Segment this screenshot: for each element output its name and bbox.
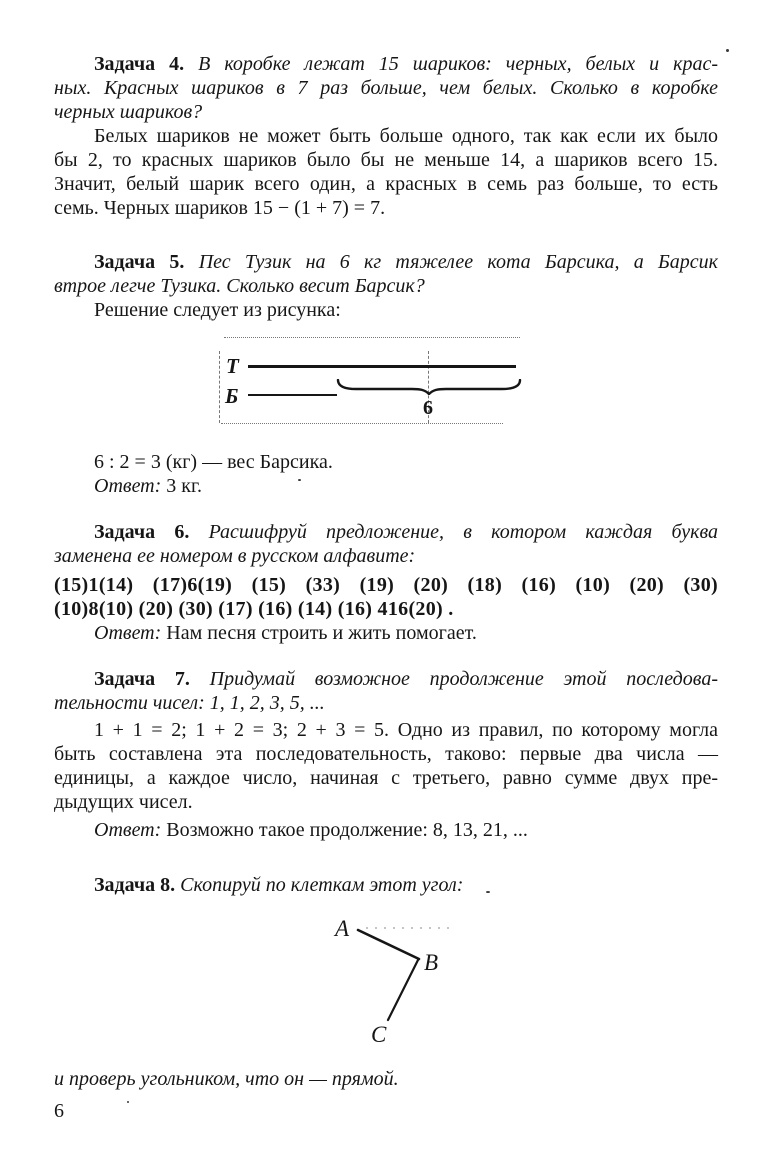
- problem-5: [54, 250, 718, 322]
- problem-4-solution-line: бы 2, то красных шариков было бы не меньше 14, а шариков всего 15.: [54, 149, 718, 171]
- angle-side-bc: [388, 960, 418, 1020]
- problem-4-solution-line: Белых шариков не может быть больше одного, так как если их было: [94, 125, 718, 147]
- problem-7-answer-block: [54, 818, 718, 842]
- problem-7-solution-line: 1 + 1 = 2; 1 + 2 = 3; 2 + 3 = 5. Одно из правил, по которому могла: [94, 719, 718, 741]
- problem-6-answer-block: [54, 621, 718, 645]
- problem-7-statement: [54, 691, 718, 715]
- problem-6-cipher: [54, 573, 718, 621]
- problem-7-statement-start: Придумай возможное продолжение этой последова-: [209, 668, 719, 690]
- problem-7-answer-label: Ответ:: [94, 819, 162, 841]
- problem-7-heading-line: [54, 667, 718, 691]
- problem-5-solution-result: 6 : 2 = 3 (кг) — вес Барсика.: [94, 451, 333, 473]
- difference-value: 6: [423, 397, 433, 419]
- problem-8-heading-line: [54, 873, 718, 897]
- problem-7-answer: [54, 818, 718, 842]
- problem-6-label: Задача 6.: [94, 521, 190, 543]
- problem-8: [54, 873, 718, 897]
- tuzik-label: Т: [226, 354, 239, 378]
- grid-dotted-line-bottom: [221, 423, 503, 424]
- angle-point-a-label: A: [335, 916, 350, 941]
- problem-4-heading-line: [54, 52, 718, 76]
- problem-6-statement-line: заменена ее номером в русском алфавите:: [54, 545, 416, 567]
- problem-5-statement-line: втрое легче Тузика. Сколько весит Барсик?: [54, 275, 425, 297]
- angle-side-ab: [358, 930, 419, 959]
- problem-5-statement: [54, 274, 718, 298]
- problem-7-solution-line: быть составлена эта последовательность, таково: первые два числа —: [54, 743, 718, 765]
- problem-4-statement-line: ных. Красных шариков в 7 раз больше, чем белых. Сколько в коробке: [54, 77, 718, 99]
- problem-6-answer: [54, 621, 718, 645]
- problem-5-answer: [54, 474, 718, 498]
- barsik-label: Б: [225, 384, 239, 408]
- problem-5-answer-text: 3 кг.: [166, 475, 202, 497]
- problem-5-solution-intro: Решение следует из рисунка:: [94, 299, 341, 321]
- problem-7: [54, 667, 718, 715]
- problem-6-answer-text: Нам песня строить и жить помогает.: [166, 622, 477, 644]
- angle-point-c-label: C: [371, 1022, 387, 1047]
- problem-5-answer-label: Ответ:: [94, 475, 162, 497]
- problem-4-statement: [54, 76, 718, 124]
- problem-8-closing-block: [54, 1067, 718, 1091]
- problem-7-solution-line: дыдущих чисел.: [54, 791, 193, 813]
- tuzik-weight-line: [248, 365, 516, 368]
- problem-4-solution: [54, 124, 718, 220]
- weight-comparison-figure: [216, 334, 528, 430]
- problem-4-solution-line: Значит, белый шарик всего один, а красных в семь раз больше, то есть: [54, 173, 718, 195]
- problem-8-closing-line: и проверь угольником, что он — прямой.: [54, 1068, 399, 1090]
- scan-artifact: [486, 891, 490, 893]
- problem-7-solution: [54, 718, 718, 814]
- problem-6: [54, 520, 718, 568]
- scan-artifact: [726, 49, 729, 52]
- problem-8-label: Задача 8.: [94, 874, 176, 896]
- problem-4-solution-line: семь. Черных шариков 15 − (1 + 7) = 7.: [54, 197, 386, 219]
- problem-5-label: Задача 5.: [94, 251, 185, 273]
- problem-7-statement-line: тельности чисел: 1, 1, 2, 3, 5, ...: [54, 692, 325, 714]
- problem-5-result: [54, 450, 718, 498]
- problem-7-solution-line: единицы, а каждое число, начиная с третьего, равно сумме двух пре-: [54, 767, 718, 789]
- difference-brace: [334, 379, 524, 395]
- problem-4-statement-start: В коробке лежат 15 шариков: черных, белых и крас-: [198, 53, 718, 75]
- grid-dotted-line-top: [224, 337, 520, 338]
- angle-drawing: [318, 903, 498, 1053]
- problem-5-statement-start: Пес Тузик на 6 кг тяжелее кота Барсика, а Барсик: [198, 251, 718, 273]
- scan-artifact: [127, 1101, 129, 1103]
- angle-point-b-label: B: [424, 950, 439, 975]
- cipher-line: (10)8(10) (20) (30) (17) (16) (14) (16) 416(20) .: [54, 598, 454, 620]
- problem-7-label: Задача 7.: [94, 668, 190, 690]
- problem-6-answer-label: Ответ:: [94, 622, 162, 644]
- problem-8-statement-start: Скопируй по клеткам этот угол:: [180, 874, 464, 896]
- problem-5-heading-line: [54, 250, 718, 274]
- problem-4: [54, 52, 718, 220]
- scan-artifact: [298, 479, 301, 481]
- grid-dotted-line-left: [219, 351, 220, 423]
- problem-4-label: Задача 4.: [94, 53, 185, 75]
- page-number: 6: [54, 1100, 64, 1122]
- problem-4-statement-line: черных шариков?: [54, 101, 203, 123]
- problem-6-statement: [54, 544, 718, 568]
- cipher-line: (15)1(14) (17)6(19) (15) (33) (19) (20) (18) (16) (10) (20) (30): [54, 574, 718, 596]
- barsik-weight-line: [248, 394, 337, 396]
- angle-figure: [318, 903, 498, 1053]
- problem-6-heading-line: [54, 520, 718, 544]
- problem-6-statement-start: Расшифруй предложение, в котором каждая буква: [208, 521, 719, 543]
- problem-7-answer-text: Возможно такое продолжение: 8, 13, 21, ...: [166, 819, 528, 841]
